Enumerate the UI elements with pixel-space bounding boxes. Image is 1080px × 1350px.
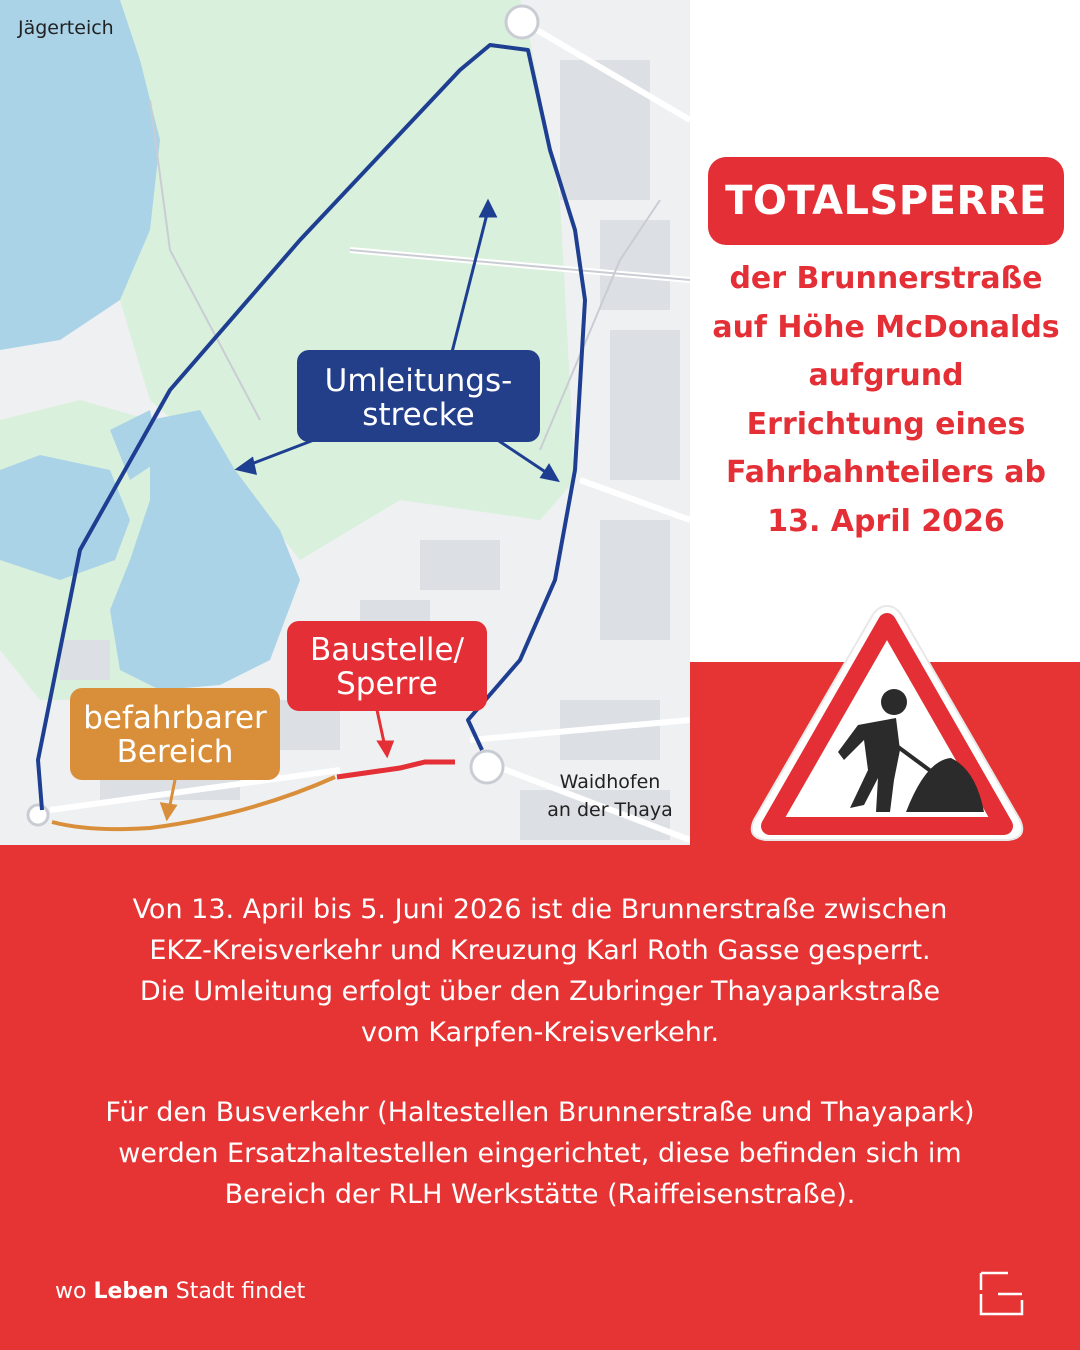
slogan-suffix: Stadt findet <box>168 1279 306 1304</box>
subtitle-line-2: auf Höhe McDonalds <box>712 309 1060 345</box>
bus-info-paragraph <box>20 1092 1060 1215</box>
closure-description <box>700 255 1072 546</box>
place-label-waidhofen <box>530 768 690 824</box>
paragraph2-line-3: Bereich der RLH Werkstätte (Raiffeisenstraße). <box>224 1179 856 1210</box>
closure-details-paragraph <box>20 889 1060 1053</box>
construction-section-line <box>337 762 455 777</box>
subtitle-line-6: 13. April 2026 <box>767 503 1005 539</box>
paragraph1-line-1: Von 13. April bis 5. Juni 2026 ist die Brunnerstraße zwischen <box>132 894 948 925</box>
paragraph2-line-2: werden Ersatzhaltestellen eingerichtet, diese befinden sich im <box>118 1138 962 1169</box>
detour-label-line-1: Umleitungs- <box>324 363 513 399</box>
slogan-prefix: wo <box>55 1279 94 1304</box>
place-label-jaegerteich: Jägerteich <box>18 17 114 39</box>
paragraph1-line-4: vom Karpfen-Kreisverkehr. <box>360 1017 720 1048</box>
detour-label-line-2: strecke <box>362 397 475 433</box>
place-label-line-1: Waidhofen <box>559 771 661 793</box>
detour-map <box>0 0 690 845</box>
passable-label-line-1: befahrbarer <box>83 700 267 736</box>
passable-label-line-2: Bereich <box>116 734 234 770</box>
city-logo-icon <box>978 1270 1026 1322</box>
construction-label-line-1: Baustelle/ <box>309 632 465 668</box>
roadworks-warning-sign-icon <box>746 600 1028 852</box>
page-title: TOTALSPERRE <box>708 157 1064 245</box>
detour-label <box>297 350 540 442</box>
place-label-line-2: an der Thaya <box>547 799 673 821</box>
paragraph2-line-1: Für den Busverkehr (Haltestellen Brunnerstraße und Thayapark) <box>105 1097 975 1128</box>
construction-label <box>287 621 487 711</box>
construction-label-line-2: Sperre <box>336 666 438 702</box>
subtitle-line-1: der Brunnerstraße <box>729 261 1043 296</box>
subtitle-line-4: Errichtung eines <box>746 406 1026 442</box>
subtitle-line-3: aufgrund <box>808 358 964 393</box>
paragraph1-line-3: Die Umleitung erfolgt über den Zubringer Thayaparkstraße <box>139 976 941 1007</box>
slogan-bold: Leben <box>93 1279 169 1304</box>
passable-label <box>70 688 280 780</box>
footer-slogan <box>55 1279 305 1304</box>
subtitle-line-5: Fahrbahnteilers ab <box>726 455 1046 490</box>
paragraph1-line-2: EKZ-Kreisverkehr und Kreuzung Karl Roth Gasse gesperrt. <box>149 935 931 966</box>
